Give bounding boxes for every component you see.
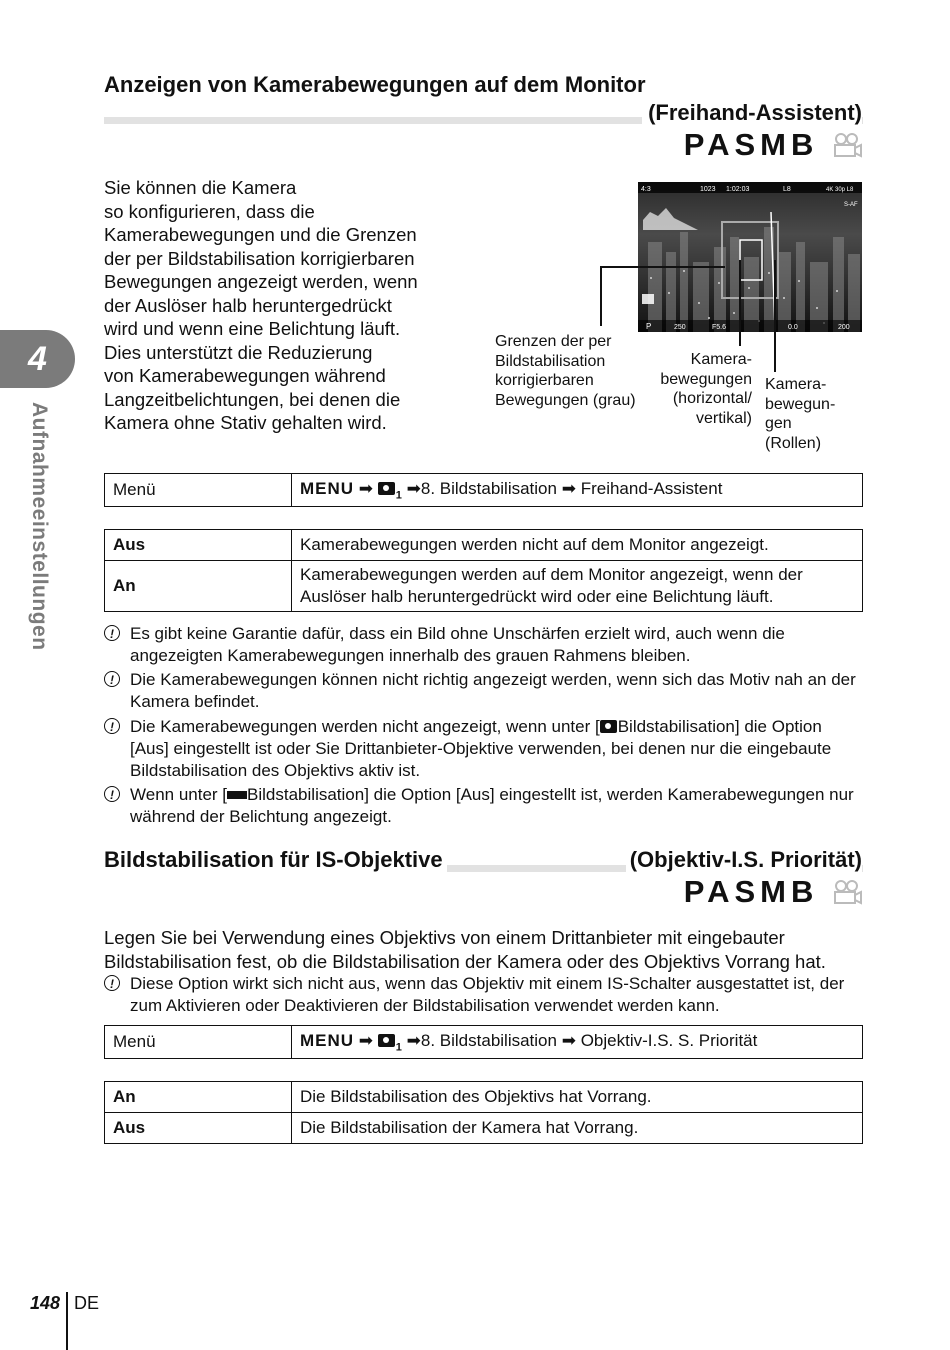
table-row [105,1113,863,1144]
menu-item: 8. Bildstabilisation [420,478,557,498]
option-desc: Kamerabewegungen werden nicht auf dem Monitor angezeigt. [292,530,863,561]
option-desc-line: Auslöser halb heruntergedrückt wird oder eine Belichtung läuft. [300,587,774,606]
menu-tab-number: 1 [395,489,402,502]
arrow-right-icon: ➡ [406,478,421,498]
shooting-modes [684,876,862,908]
menu-label: Menü [105,1026,292,1059]
callout-line: vertikal) [695,409,752,427]
note-text-part: Bildstabilisation] die Option [Aus] eingestellt ist, werden Kamerabewegungen nur während der Belichtung angezeigt. [130,785,854,826]
screen-aperture: F5.6 [712,324,727,331]
intro-line: Sie können die Kamera [104,177,297,198]
callout-line: Kamera- [690,351,752,368]
caution-icon: ! [104,625,120,641]
screen-frames: 1023 [700,186,716,193]
arrow-right-icon: ➡ [406,1030,421,1050]
movie-camera-icon [832,132,862,158]
arrow-right-icon: ➡ [358,1030,374,1050]
menu-keyword: MENU [300,478,355,498]
options-table [104,1081,863,1144]
option-desc [292,561,863,612]
section2-subtitle: (Objektiv-I.S. Priorität) [626,847,862,873]
callout-hv-movement [650,350,752,428]
camera-menu-icon [378,1034,395,1047]
callout-line: korrigierbaren [495,372,594,389]
section2-intro [104,926,884,973]
menu-path [292,1026,863,1059]
section1-subtitle: (Freihand-Assistent) [642,100,862,126]
callout-line: (horizontal/ [672,390,752,407]
caution-icon: ! [104,975,120,991]
arrow-right-icon: ➡ [358,478,374,498]
arrow-right-icon: ➡ [561,1030,576,1050]
camera-menu-icon [378,482,395,495]
menu-path-table [104,1025,863,1059]
option-name: An [105,561,292,612]
screen-video: 4K 30p L8 [826,187,854,193]
note [104,973,864,1017]
section1-title: Anzeigen von Kamerabewegungen auf dem Monitor [104,72,646,97]
option-name: An [105,1082,292,1113]
callout-line: Bildstabilisation [495,352,606,370]
intro-line: Kamera ohne Stativ gehalten wird. [104,412,387,433]
menu-label: Menü [105,474,292,507]
section2-title: Bildstabilisation für IS-Objektive [104,847,447,873]
intro-line: Kamerabewegungen und die Grenzen [104,224,417,245]
screen-shutter: 250 [674,324,686,331]
screen-mode: P [646,322,652,331]
option-desc-line: Kamerabewegungen werden auf dem Monitor angezeigt, wenn der [300,565,803,584]
intro-line: Legen Sie bei Verwendung eines Objektivs von einem Drittanbieter mit eingebauter [104,927,785,948]
intro-line: wird und wenn eine Belichtung läuft. [104,318,401,339]
caution-icon: ! [104,671,120,687]
callout-roll-movement [765,375,835,453]
callout-line: Kamera- [765,376,827,393]
note-text-part: Die Kamerabewegungen werden nicht angezeigt, wenn unter [ [130,717,600,736]
language-code: DE [74,1293,100,1313]
menu-path [292,474,863,507]
menu-path-table [104,473,863,507]
page-number: 148 [30,1293,61,1313]
screen-iso: 200 [838,324,850,331]
caution-icon: ! [104,786,120,802]
callout-line: gen [765,415,792,432]
intro-line: Bewegungen angezeigt werden, wenn [104,271,418,292]
callout-line: (Rollen) [765,434,822,452]
menu-item: Objektiv-I.S. S. Priorität [580,1030,758,1050]
caution-icon: ! [104,718,120,734]
intro-line: Bildstabilisation fest, ob die Bildstabilisation der Kamera oder des Objektivs Vorrang hat. [104,950,826,972]
note [104,716,864,782]
table-row [105,530,863,561]
note-text: Diese Option wirkt sich nicht aus, wenn das Objektiv mit einem IS-Schalter ausgestattet ist, der zum Aktivieren oder Deaktivieren der Bildstabilisation verwendet werden kann. [130,974,845,1015]
options-table [104,529,863,612]
note [104,623,864,667]
screen-ev: 0.0 [788,324,798,331]
intro-line: von Kamerabewegungen während [104,365,386,386]
callout-gray-frame [495,332,636,410]
note-text [130,784,864,828]
modes-label: PASMB [683,127,819,162]
chapter-label: Aufnahmeeinstellungen [28,402,51,651]
screen-af: S-AF [844,202,858,208]
footer-divider [66,1292,68,1350]
menu-tab-number: 1 [395,1041,402,1054]
intro-line: der Auslöser halb heruntergedrückt [104,294,392,316]
note-text: Die Kamerabewegungen können nicht richtig angezeigt werden, wenn sich das Motiv nah an der Kamera befindet. [130,670,856,711]
note [104,669,864,713]
modes-label: PASMB [683,874,819,909]
screen-format: L8 [783,186,791,193]
option-desc: Die Bildstabilisation der Kamera hat Vorrang. [292,1113,863,1144]
option-name: Aus [105,1113,292,1144]
intro-line: der per Bildstabilisation korrigierbaren [104,247,415,269]
note-text [130,716,864,782]
camera-icon [600,720,617,733]
note-text-part: Wenn unter [ [130,785,228,804]
menu-item: 8. Bildstabilisation [420,1030,557,1050]
option-name: Aus [105,530,292,561]
note [104,784,864,828]
menu-keyword: MENU [300,1030,355,1050]
arrow-right-icon: ➡ [561,478,576,498]
note-text: Es gibt keine Garantie dafür, dass ein Bild ohne Unschärfen erzielt wird, auch wenn die angezeigten Kamerabewegungen innerhalb des grauen Rahmens bleiben. [130,624,785,665]
intro-line: so konfigurieren, dass die [104,200,315,222]
table-row [105,561,863,612]
callout-line: bewegungen [660,370,752,388]
callout-line: Bewegungen (grau) [495,391,636,409]
callout-line: Grenzen der per [495,333,612,350]
intro-line: Langzeitbelichtungen, bei denen die [104,388,401,410]
shooting-modes [684,129,862,161]
movie-mode-icon [227,791,247,799]
chapter-tab: 4 [0,330,75,388]
movie-camera-icon [832,879,862,905]
section1-intro [104,176,449,435]
table-row [105,1082,863,1113]
menu-item: Freihand-Assistent [580,478,723,498]
screen-time: 1:02:03 [726,186,750,193]
option-desc: Die Bildstabilisation des Objektivs hat Vorrang. [292,1082,863,1113]
intro-line: Dies unterstützt die Reduzierung [104,341,373,363]
note-text-part: Bildstabilisation] die Option [Aus] eingestellt ist oder Sie Drittanbieter-Objektive verwenden, bei denen nur die eingebaute Bildstabilisation des Objektivs aktiv ist. [130,717,832,780]
screen-aspect: 4:3 [641,186,651,193]
callout-line: bewegun- [765,395,836,413]
